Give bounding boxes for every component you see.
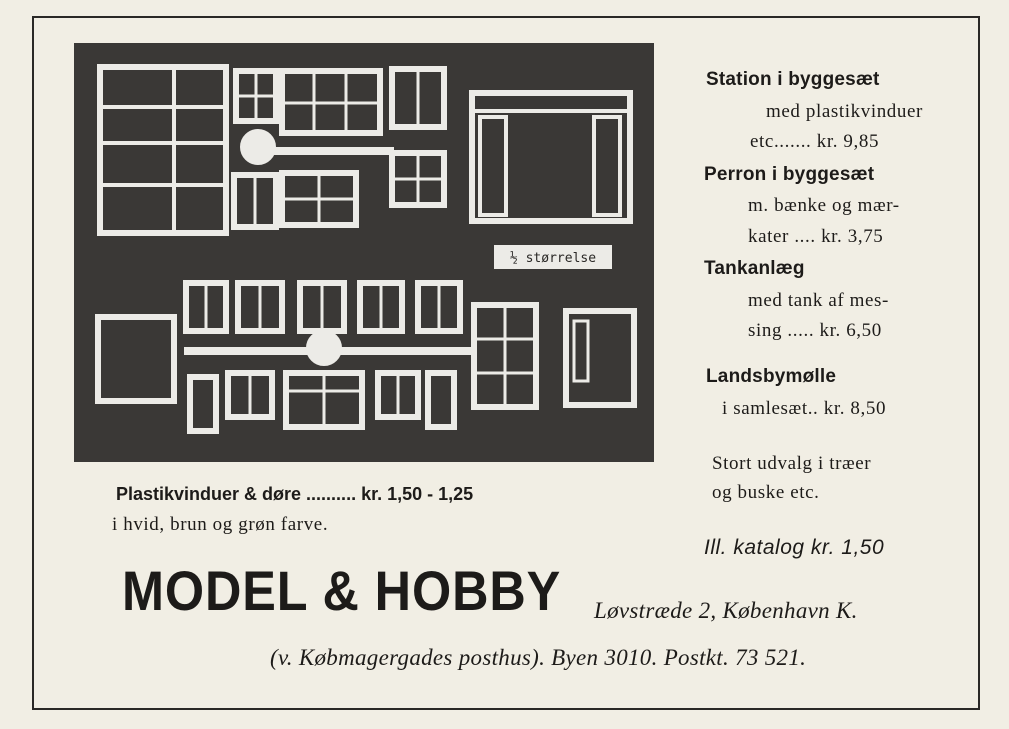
product-name: Perron i byggesæt [704,164,875,185]
product-price-line: sing ..... kr. 6,50 [748,320,882,341]
product-price-line: kater .... kr. 3,75 [748,226,884,247]
product-name: Tankanlæg [704,258,805,279]
product-detail: med plastikvinduer [766,101,923,122]
brand-name: MODEL & HOBBY [122,559,562,622]
product-detail: m. bænke og mær- [748,195,900,216]
catalog-price: Ill. katalog kr. 1,50 [704,536,885,559]
windows-caption: Plastikvinduer & døre .......... kr. 1,50 - 1,25 [116,484,474,504]
product-photo [74,43,654,462]
scale-label: ½ størrelse [509,251,597,266]
assortment-text: og buske etc. [712,482,820,503]
product-price-line: i samlesæt.. kr. 8,50 [722,398,887,419]
product-name: Station i byggesæt [706,69,880,90]
windows-colors: i hvid, brun og grøn farve. [112,514,329,535]
plastic-windows-illustration [74,43,654,462]
product-name: Landsbymølle [706,366,837,387]
shop-contact: (v. Købmagergades posthus). Byen 3010. Postkt. 73 521. [270,645,807,670]
assortment-text: Stort udvalg i træer [712,453,872,474]
shop-address: Løvstræde 2, København K. [594,598,858,623]
product-price-line: etc....... kr. 9,85 [750,131,880,152]
product-detail: med tank af mes- [748,290,889,311]
